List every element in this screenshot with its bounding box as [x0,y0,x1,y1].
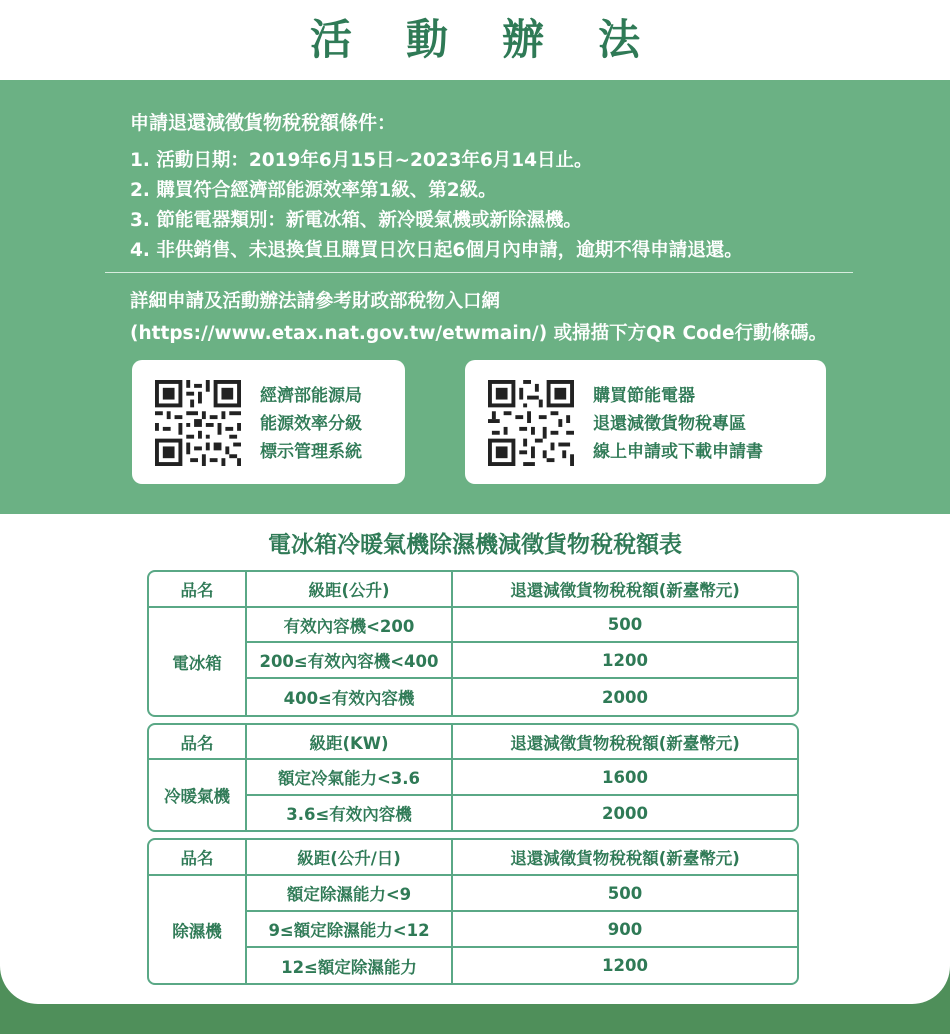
range-cell: 12≤額定除濕能力 [281,957,417,977]
page-title: 活動辦法 [309,15,694,64]
range-cell: 400≤有效內容機 [283,689,415,708]
qr-card-line: 標示管理系統 [260,442,362,462]
tax-table-air-conditioner [147,723,799,832]
range-cell: 額定除濕能力<9 [286,885,412,904]
detail-line: 詳細申請及活動辦法請參考財政部稅物入口網 [130,291,501,312]
range-cell: 200≤有效內容機<400 [259,652,439,671]
tax-table-dehumidifier [147,838,799,985]
amount-cell: 500 [607,883,643,903]
header-range: 級距(公升/日) [297,849,401,868]
conditions-title: 申請退還減徵貨物稅稅額條件： [130,112,397,134]
header-product: 品名 [180,733,214,753]
condition-item: 2. 購買符合經濟部能源效率第1級、第2級。 [130,180,497,201]
condition-item: 3. 節能電器類別：新電冰箱、新冷暖氣機或新除濕機。 [130,210,582,231]
amount-cell: 1600 [602,767,648,787]
amount-cell: 900 [607,919,643,939]
qr-code-icon[interactable] [487,380,575,466]
header-amount: 退還減徵貨物稅稅額(新臺幣元) [510,581,740,600]
header-range: 級距(公升) [308,581,390,600]
divider [105,272,853,273]
amount-cell: 500 [607,615,643,634]
qr-card-text [593,382,763,466]
qr-card-line: 線上申請或下載申請書 [593,442,763,462]
detail-text [130,286,827,350]
detail-url-line[interactable]: (https://www.etax.nat.gov.tw/etwmain/) 或掃描下方QR Code行動條碼。 [130,323,828,344]
range-cell: 9≤額定除濕能力<12 [268,921,430,940]
condition-item: 4. 非供銷售、未退換貨且購買日次日起6個月內申請，逾期不得申請退還。 [130,240,743,261]
qr-card-energy[interactable] [132,360,405,484]
qr-card-text [260,382,362,466]
conditions-panel [0,80,950,514]
range-cell: 額定冷氣能力<3.6 [277,769,421,788]
qr-card-line: 退還減徵貨物稅專區 [593,414,746,434]
product-name: 除濕機 [172,921,222,941]
product-name: 電冰箱 [172,653,222,673]
condition-item: 1. 活動日期：2019年6月15日~2023年6月14日止。 [130,150,593,171]
qr-code-icon[interactable] [154,380,242,466]
qr-card-tax[interactable] [465,360,826,484]
header-product: 品名 [180,849,214,868]
range-cell: 有效內容機<200 [283,616,415,636]
conditions-list [130,146,743,266]
header-product: 品名 [180,581,214,600]
amount-cell: 1200 [602,650,648,670]
table-title: 電冰箱冷暖氣機除濕機減徵貨物稅稅額表 [268,532,682,558]
header-amount: 退還減徵貨物稅稅額(新臺幣元) [510,733,740,753]
amount-cell: 2000 [602,687,648,707]
header-range: 級距(KW) [309,733,389,753]
amount-cell: 1200 [602,956,648,975]
amount-cell: 2000 [602,803,648,823]
qr-card-line: 購買節能電器 [593,386,695,406]
qr-card-line: 經濟部能源局 [260,386,362,406]
range-cell: 3.6≤有效內容機 [286,805,412,824]
product-name: 冷暖氣機 [164,787,230,806]
qr-card-line: 能源效率分級 [260,414,362,434]
tax-table-refrigerator [147,570,799,717]
header-amount: 退還減徵貨物稅稅額(新臺幣元) [510,849,740,868]
